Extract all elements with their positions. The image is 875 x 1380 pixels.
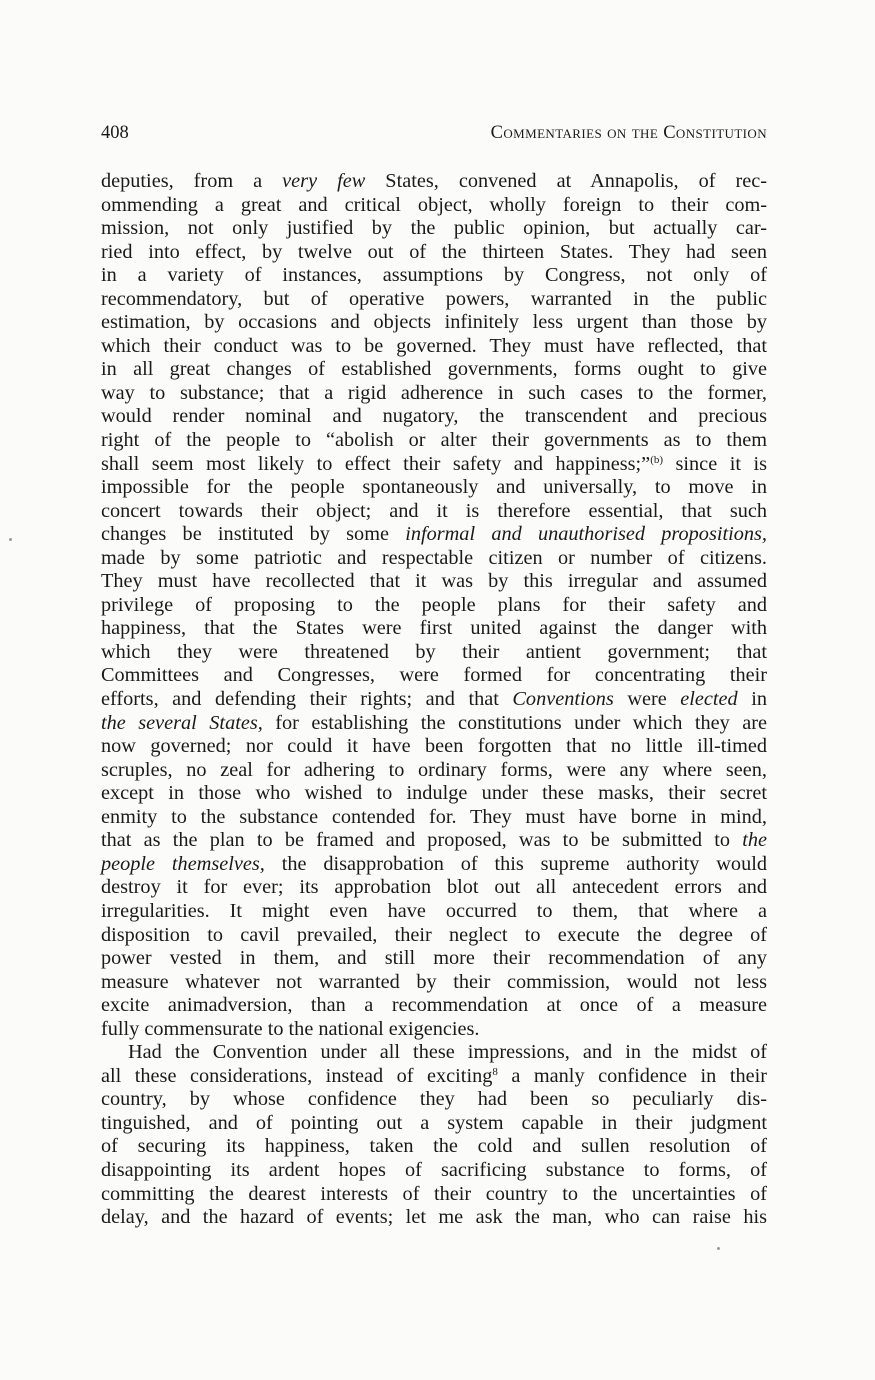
italic-phrase: elected <box>680 688 738 711</box>
text-line: shall seem most likely to effect their safety and happiness;”$^{(b)}$ since it is <box>101 452 767 475</box>
paper-speck <box>9 538 12 541</box>
body-text <box>101 170 767 1230</box>
text-line: people themselves, the disapprobation of this supreme authority would <box>101 852 767 875</box>
text-line: excite animadversion, than a recommendation at once of a measure <box>101 994 767 1017</box>
text-line: all these considerations, instead of exciting$^8$ a manly confidence in their <box>101 1064 767 1087</box>
text-line: enmity to the substance contended for. They must have borne in mind, <box>101 805 767 828</box>
italic-phrase: very few <box>282 170 366 192</box>
note-marker-8: 8 <box>492 1065 498 1078</box>
text-line: fully commensurate to the national exigencies. <box>101 1017 480 1040</box>
text-line: delay, and the hazard of events; let me ask the man, who can raise his <box>101 1206 767 1229</box>
text-line: estimation, by occasions and objects infinitely less urgent than those by <box>101 311 767 334</box>
text-line: now governed; nor could it have been forgotten that no little ill-timed <box>101 735 767 758</box>
text-line: except in those who wished to indulge under these masks, their secret <box>101 782 767 805</box>
text-line: happiness, that the States were first united against the danger with <box>101 617 767 640</box>
text-line: which their conduct was to be governed. They must have reflected, that <box>101 334 767 357</box>
running-head <box>101 122 767 144</box>
text-line: ried into effect, by twelve out of the thirteen States. They had seen <box>101 240 767 263</box>
running-title: Commentaries on the Constitution <box>490 123 767 143</box>
text-line: in a variety of instances, assumptions by Congress, not only of <box>101 264 767 287</box>
text-line: right of the people to “abolish or alter their governments as to them <box>101 429 767 452</box>
italic-phrase: the <box>742 829 767 852</box>
italic-phrase: the several States, <box>101 711 263 734</box>
text-line: disappointing its ardent hopes of sacrificing substance to forms, of <box>101 1158 767 1181</box>
text-line: ommending a great and critical object, wholly foreign to their com- <box>101 193 767 216</box>
text-line: country, by whose confidence they had been so peculiarly dis- <box>101 1088 767 1111</box>
text-line: Had the Convention under all these impressions, and in the midst of <box>128 1041 767 1064</box>
text-line: disposition to cavil prevailed, their neglect to execute the degree of <box>101 923 767 946</box>
text-line: changes be instituted by some informal and unauthorised propositions, <box>101 523 767 546</box>
text-line: made by some patriotic and respectable citizen or number of citizens. <box>101 546 767 569</box>
text-line: Committees and Congresses, were formed for concentrating their <box>101 664 767 687</box>
text-line: efforts, and defending their rights; and that Conventions were elected in <box>101 688 768 711</box>
note-marker-b: (b) <box>650 453 664 466</box>
text-line: measure whatever not warranted by their commission, would not less <box>101 970 767 993</box>
italic-phrase: informal and unauthorised propositions, <box>405 523 767 546</box>
text-line: which they were threatened by their antient government; that <box>101 640 767 663</box>
text-line: way to substance; that a rigid adherence in such cases to the former, <box>101 381 767 404</box>
text-line: scruples, no zeal for adhering to ordinary forms, were any where seen, <box>101 758 767 781</box>
text-line: tinguished, and of pointing out a system capable in their judgment <box>101 1111 767 1134</box>
text-line: in all great changes of established governments, forms ought to give <box>101 358 767 381</box>
text-line: mission, not only justified by the public opinion, but actually car- <box>101 217 767 240</box>
text-line: that as the plan to be framed and proposed, was to be submitted to the <box>101 829 767 852</box>
text-line: deputies, from a very few States, convened at Annapolis, of rec- <box>101 170 768 192</box>
text-line: concert towards their object; and it is therefore essential, that such <box>101 499 767 522</box>
paper-speck <box>717 1247 720 1250</box>
text-line: recommendatory, but of operative powers, warranted in the public <box>101 287 767 310</box>
text-line: destroy it for ever; its approbation blot out all antecedent errors and <box>101 876 767 899</box>
text-line: impossible for the people spontaneously and universally, to move in <box>101 476 767 499</box>
text-line: would render nominal and nugatory, the transcendent and precious <box>101 405 767 428</box>
italic-phrase: Conventions <box>512 688 614 711</box>
text-line: the several States, for establishing the constitutions under which they are <box>101 711 767 734</box>
text-line: privilege of proposing to the people plans for their safety and <box>101 593 767 616</box>
text-line: committing the dearest interests of their country to the uncertainties of <box>101 1182 767 1205</box>
text-line: of securing its happiness, taken the cold and sullen resolution of <box>101 1135 767 1158</box>
text-line: power vested in them, and still more their recommendation of any <box>101 947 767 970</box>
text-line: irregularities. It might even have occurred to them, that where a <box>101 899 767 922</box>
text-line: They must have recollected that it was by this irregular and assumed <box>101 570 767 593</box>
italic-phrase: people themselves, <box>101 852 265 875</box>
page-number: 408 <box>101 123 129 143</box>
